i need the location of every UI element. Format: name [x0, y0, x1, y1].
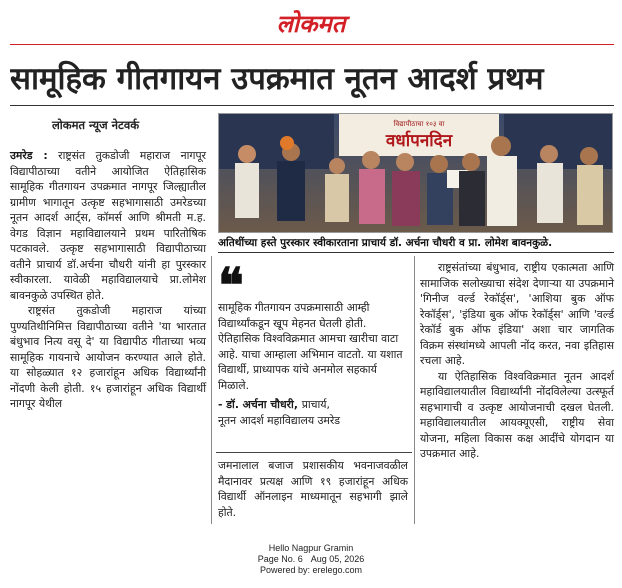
quote-divider [216, 452, 412, 453]
caption-divider [218, 252, 614, 253]
footer-powered: Powered by: erelego.com [259, 565, 363, 575]
banner-title: वर्धापनदिन [385, 131, 453, 151]
photo-caption: अतिथींच्या हस्ते पुरस्कार स्वीकारताना प्राचार्य डॉ. अर्चना चौधरी व प्रा. लोमेश बावनकुळे. [218, 237, 553, 249]
quote-attribution [218, 397, 408, 413]
headline-divider [10, 105, 614, 106]
article-column-1 [10, 148, 206, 412]
article-paragraph [10, 148, 206, 303]
column-divider [211, 256, 212, 524]
masthead-divider [10, 44, 614, 45]
banner-subtitle: विद्यापीठाचा १०३ वा [393, 120, 445, 128]
article-column-2 [218, 458, 408, 520]
byline: लोकमत न्यूज नेटवर्क [52, 118, 140, 132]
page-title: सामूहिक गीतगायन उपक्रमात नूतन आदर्श प्रथम [10, 61, 544, 97]
pull-quote [218, 300, 408, 428]
masthead [0, 4, 622, 44]
photo-illustration [219, 114, 612, 232]
article-paragraph: राष्ट्रसंतांच्या बंधुभाव, राष्ट्रीय एकात्मता आणि सामाजिक सलोख्याचा संदेश देणाऱ्या या उपक्रमाने 'गिनीज वर्ल्ड रेकॉर्ड्स', 'आशिया बुक ऑफ रेकॉर्ड्स', 'इंडिया बुक ऑफ रेकॉर्ड्स' आणि 'वर्ल्ड रेकॉर्ड बुक ऑफ इंडिया' अशा चार जागतिक विक्रम संस्थांमध्ये आपली नोंद करत, नवा इतिहास रचला आहे. [420, 261, 614, 367]
footer-page: Page No. 6 [257, 554, 303, 564]
footer [0, 543, 622, 576]
quote-institution: नूतन आदर्श महाविद्यालय उमरेड [218, 413, 341, 427]
article-paragraph: या ऐतिहासिक विश्वविक्रमात नूतन आदर्श महाविद्यालयातील विद्यार्थ्यांनी नोंदविलेल्या उत्स्फूर्त सहभागाची व उत्कृष्ट आयोजनाची दखल घेतली. महाविद्यालयातील आयक्यूएसी, राष्ट्रीय सेवा योजना, महिला विकास कक्ष आदींचे योगदान या उपक्रमात आहे. [420, 369, 614, 460]
event-photo [218, 113, 613, 233]
quote-text: सामूहिक गीतगायन उपक्रमासाठी आम्ही विद्यार्थ्यांकडून खूप मेहनत घेतली होती. ऐतिहासिक विश्वविक्रमात आमचा खारीचा वाटा आहे. याचा आम्हाला अभिमान वाटतो. या यशात विद्यार्थी, प्राध्यापक यांचे अनमोल सहकार्य मिळाले. [218, 301, 403, 392]
article-paragraph: जमनालाल बजाज प्रशासकीय भवनाजवळील मैदानावर प्रत्यक्ष आणि १९ हजारांहून अधिक विद्यार्थी ऑनलाइन माध्यमातून सहभागी झाले होते. [218, 459, 408, 519]
quote-mark-icon: ❝ [218, 258, 244, 314]
quote-author: - डॉ. अर्चना चौधरी, [218, 398, 298, 411]
quote-role: प्राचार्य, [301, 398, 330, 411]
paragraph-text: राष्ट्रसंत तुकडोजी महाराज नागपूर विद्यापीठाच्या वतीने आयोजित ऐतिहासिक सामूहिक गीतगायन उपक्रमात नागपूर जिल्ह्यातील ग्रामीण भागातून उत्कृष्ट सहभागासाठी उमरेडच्या नूतन आदर्श आर्ट्स, कॉमर्स आणि श्रीमती म.ह. वेगड विज्ञान महाविद्यालयाने प्रथम पारितोषिक पटकावले. उत्कृष्ट सहभागासाठी विद्यापीठाच्या वतीने प्राचार्य डॉ.अर्चना चौधरी यांनी हा पुरस्कार स्वीकारला. यावेळी महाविद्यालयाचे प्रा.लोमेश बावनकुळे उपस्थित होते. [10, 149, 207, 302]
column-divider [414, 256, 415, 524]
article-column-3 [420, 260, 614, 462]
footer-page-info [0, 554, 622, 565]
footer-publication: Hello Nagpur Gramin [268, 543, 354, 553]
article-paragraph: राष्ट्रसंत तुकडोजी महाराज यांच्या पुण्यतिथीनिमित्त विद्यापीठाच्या वतीने 'या भारतात बंधुभाव नित्य वसू दे' या विद्यापीठ गीताच्या भव्य सामूहिक गायनाचे आयोजन करण्यात आले होते. या सोहळ्यात १२ हजारांहून अधिक विद्यार्थ्यांनी नोंदणी केली होती. १५ हजारांहून अधिक विद्यार्थी नागपूर येथील [10, 304, 206, 410]
dateline: उमरेड : [10, 149, 48, 162]
footer-date: Aug 05, 2026 [310, 554, 365, 564]
lokmat-logo: लोकमत [276, 10, 346, 38]
